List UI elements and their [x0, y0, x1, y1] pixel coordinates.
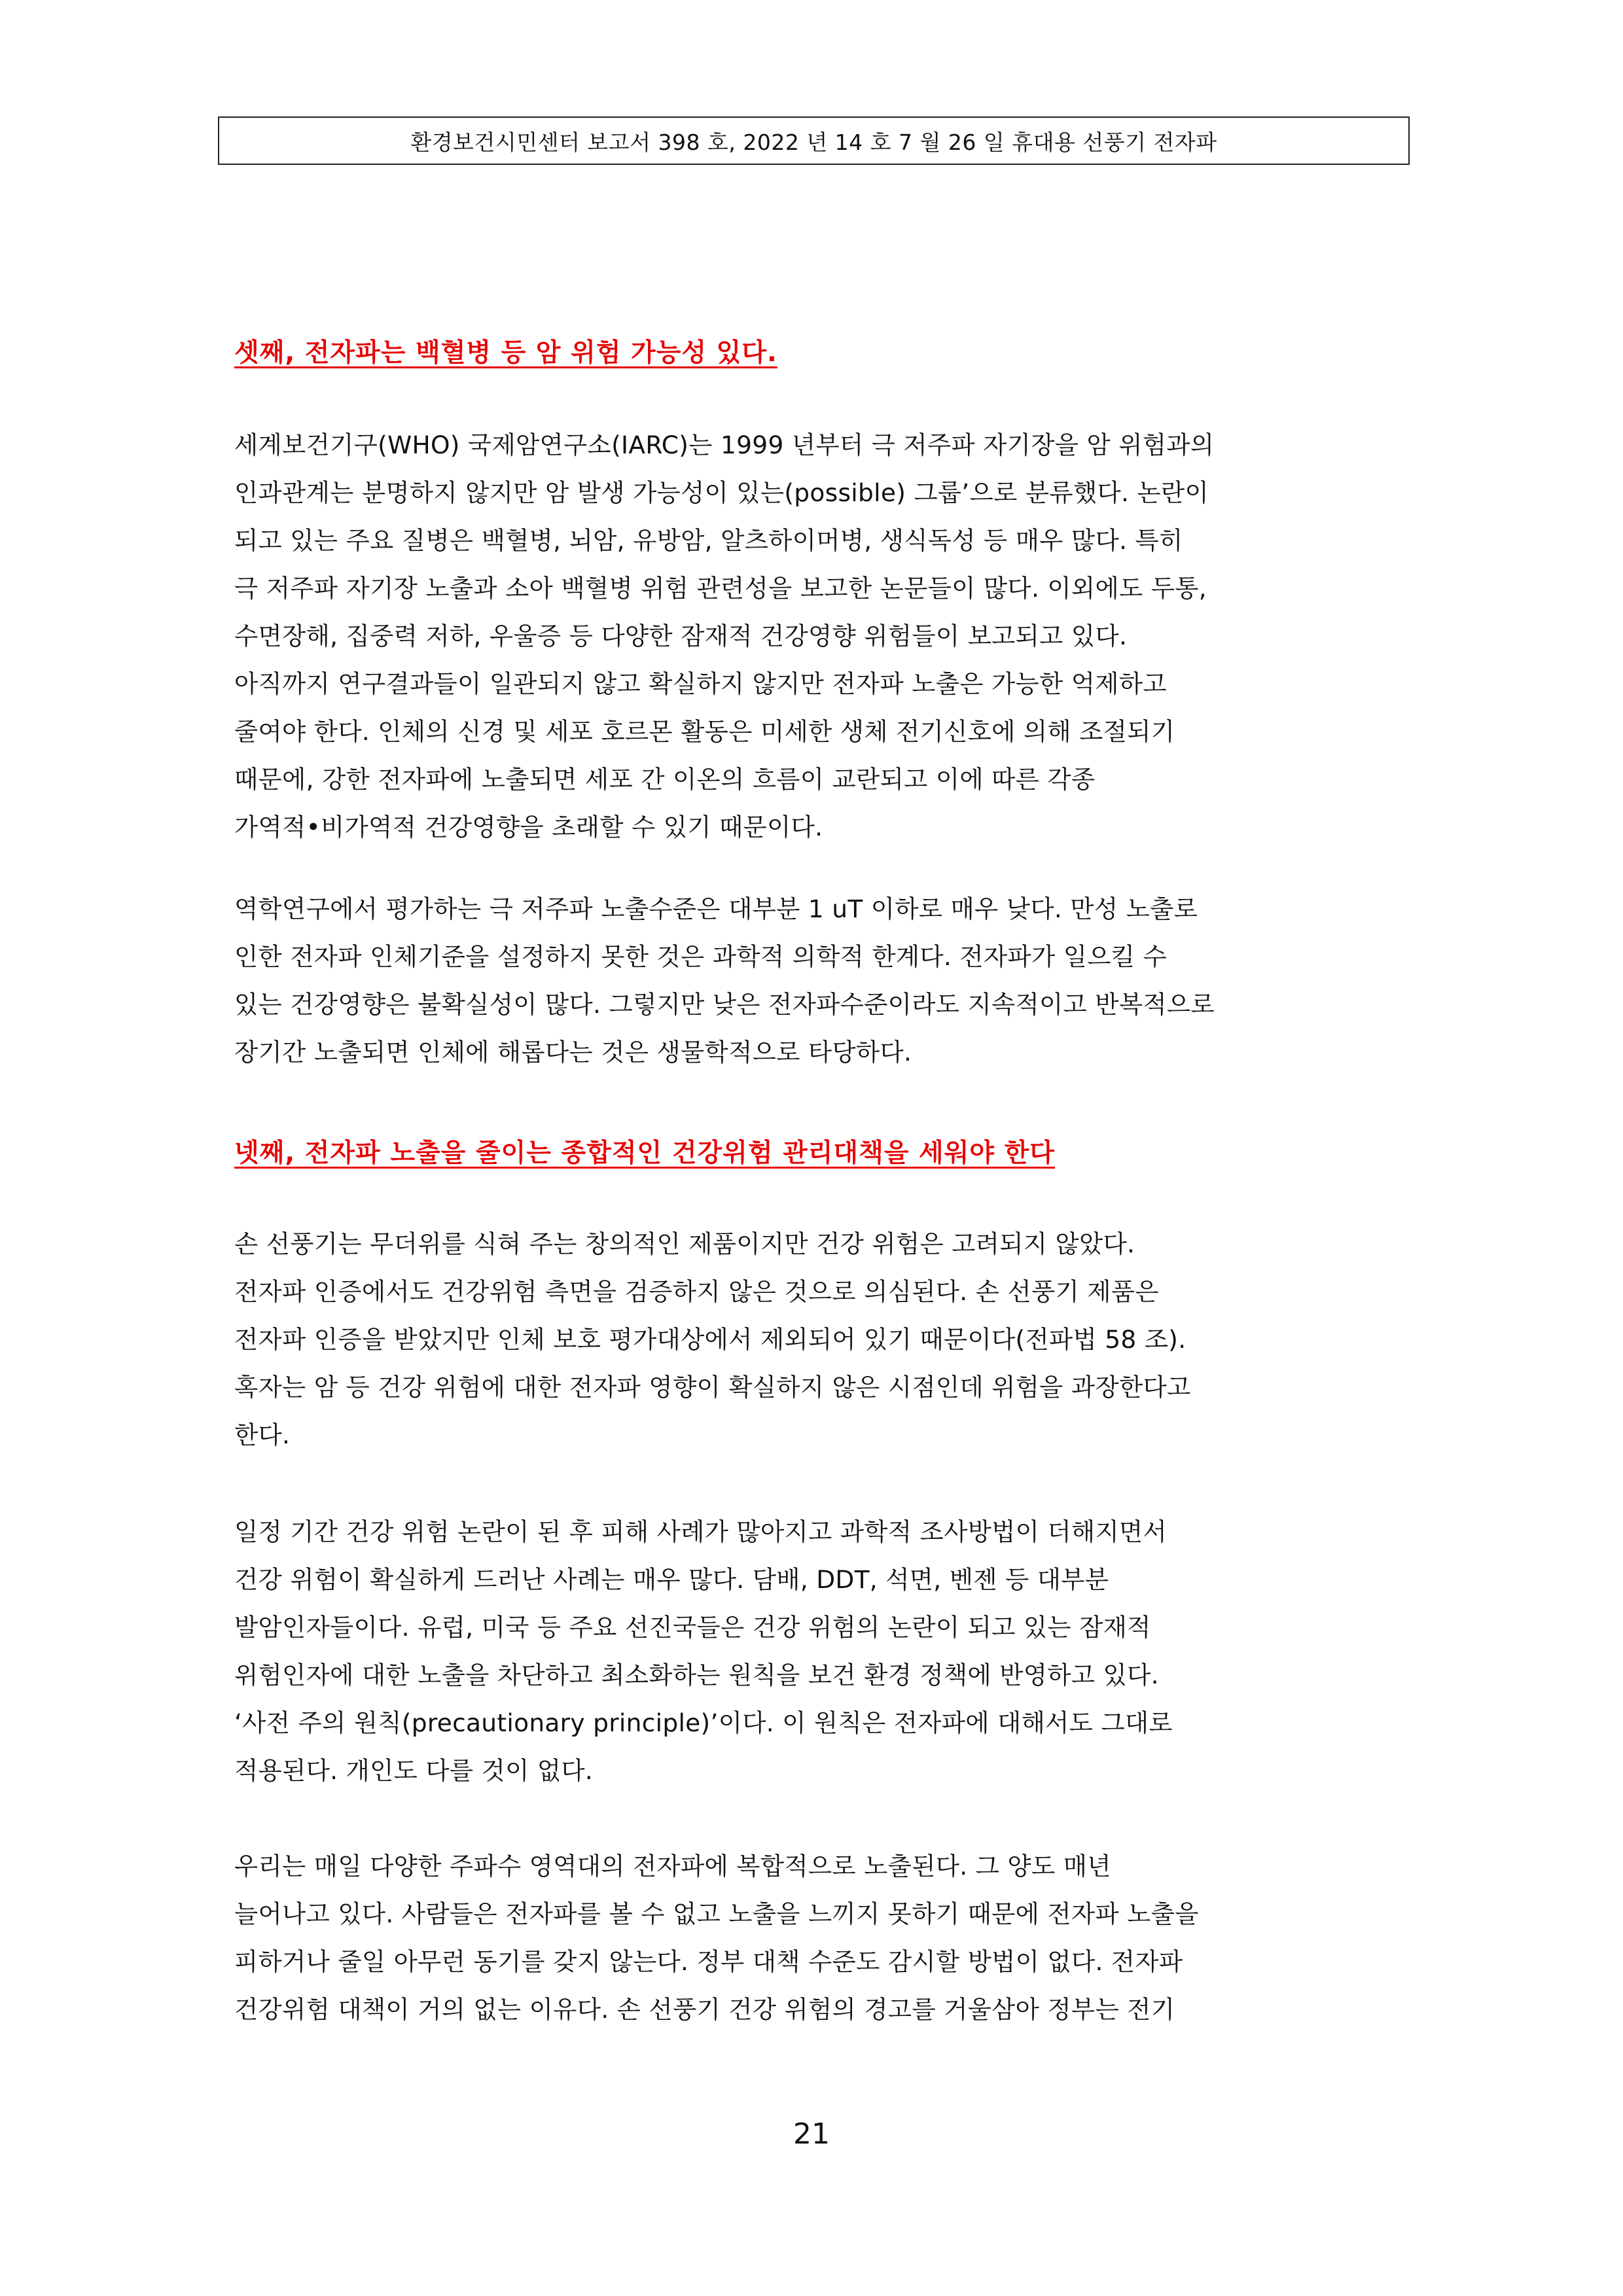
report-header	[218, 116, 1410, 165]
paragraph	[234, 1843, 1399, 2034]
paragraph	[234, 421, 1399, 851]
page-number: 21	[793, 2117, 830, 2151]
text-line: 역학연구에서 평가하는 극 저주파 노출수준은 대부분 1 uT 이하로 매우 낮다. 만성 노출로	[234, 894, 1198, 923]
text-line: 인과관계는 분명하지 않지만 암 발생 가능성이 있는(possible) 그룹’으로 분류했다. 논란이	[234, 478, 1209, 507]
text-line: 건강위험 대책이 거의 없는 이유다. 손 선풍기 건강 위험의 경고를 거울삼아 정부는 전기	[234, 1995, 1175, 2024]
text-line: 늘어나고 있다. 사람들은 전자파를 볼 수 없고 노출을 느끼지 못하기 때문에 전자파 노출을	[234, 1899, 1199, 1928]
text-line: 때문에, 강한 전자파에 노출되면 세포 간 이온의 흐름이 교란되고 이에 따른 각종	[234, 765, 1096, 794]
text-line: 줄여야 한다. 인체의 신경 및 세포 호르몬 활동은 미세한 생체 전기신호에 의해 조절되기	[234, 717, 1175, 746]
text-line: 피하거나 줄일 아무런 동기를 갖지 않는다. 정부 대책 수준도 감시할 방법이 없다. 전자파	[234, 1947, 1183, 1976]
text-line: 발암인자들이다. 유럽, 미국 등 주요 선진국들은 건강 위험의 논란이 되고 있는 잠재적	[234, 1613, 1151, 1642]
text-line: 혹자는 암 등 건강 위험에 대한 전자파 영향이 확실하지 않은 시점인데 위험을 과장한다고	[234, 1373, 1191, 1402]
text-line: 손 선풍기는 무더위를 식혀 주는 창의적인 제품이지만 건강 위험은 고려되지 않았다.	[234, 1229, 1135, 1258]
text-line: 되고 있는 주요 질병은 백혈병, 뇌암, 유방암, 알츠하이머병, 생식독성 등 매우 많다. 특히	[234, 526, 1183, 555]
text-line: 건강 위험이 확실하게 드러난 사례는 매우 많다. 담배, DDT, 석면, 벤젠 등 대부분	[234, 1565, 1109, 1594]
section-heading-3: 셋째, 전자파는 백혈병 등 암 위험 가능성 있다.	[234, 338, 777, 368]
section-heading-4: 넷째, 전자파 노출을 줄이는 종합적인 건강위험 관리대책을 세워야 한다	[234, 1139, 1055, 1168]
text-line: 한다.	[234, 1421, 291, 1449]
paragraph	[234, 1508, 1399, 1795]
text-line: 세계보건기구(WHO) 국제암연구소(IARC)는 1999 년부터 극 저주파 자기장을 암 위험과의	[234, 431, 1215, 459]
text-line: 가역적•비가역적 건강영향을 초래할 수 있기 때문이다.	[234, 813, 823, 841]
paragraph	[234, 1220, 1399, 1459]
text-line: 장기간 노출되면 인체에 해롭다는 것은 생물학적으로 타당하다.	[234, 1038, 912, 1067]
text-line: 일정 기간 건강 위험 논란이 된 후 피해 사례가 많아지고 과학적 조사방법이 더해지면서	[234, 1517, 1168, 1546]
text-line: 위험인자에 대한 노출을 차단하고 최소화하는 원칙을 보건 환경 정책에 반영하고 있다.	[234, 1661, 1159, 1689]
paragraph	[234, 885, 1399, 1076]
text-line: 전자파 인증에서도 건강위험 측면을 검증하지 않은 것으로 의심된다. 손 선풍기 제품은	[234, 1277, 1159, 1306]
report-header-title: 환경보건시민센터 보고서 398 호, 2022 년 14 호 7 월 26 일 휴대용 선풍기 전자파	[410, 129, 1217, 155]
text-line: 극 저주파 자기장 노출과 소아 백혈병 위험 관련성을 보고한 논문들이 많다. 이외에도 두통,	[234, 574, 1207, 603]
text-line: 인한 전자파 인체기준을 설정하지 못한 것은 과학적 의학적 한계다. 전자파가 일으킬 수	[234, 942, 1168, 971]
text-line: 전자파 인증을 받았지만 인체 보호 평가대상에서 제외되어 있기 때문이다(전파법 58 조).	[234, 1325, 1186, 1354]
text-line: ‘사전 주의 원칙(precautionary principle)’이다. 이 원칙은 전자파에 대해서도 그대로	[234, 1708, 1173, 1737]
text-line: 아직까지 연구결과들이 일관되지 않고 확실하지 않지만 전자파 노출은 가능한 억제하고	[234, 669, 1167, 698]
text-line: 적용된다. 개인도 다를 것이 없다.	[234, 1756, 594, 1785]
text-line: 우리는 매일 다양한 주파수 영역대의 전자파에 복합적으로 노출된다. 그 양도 매년	[234, 1852, 1111, 1881]
text-line: 수면장해, 집중력 저하, 우울증 등 다양한 잠재적 건강영향 위험들이 보고되고 있다.	[234, 622, 1128, 650]
text-line: 있는 건강영향은 불확실성이 많다. 그렇지만 낮은 전자파수준이라도 지속적이고 반복적으로	[234, 990, 1215, 1019]
